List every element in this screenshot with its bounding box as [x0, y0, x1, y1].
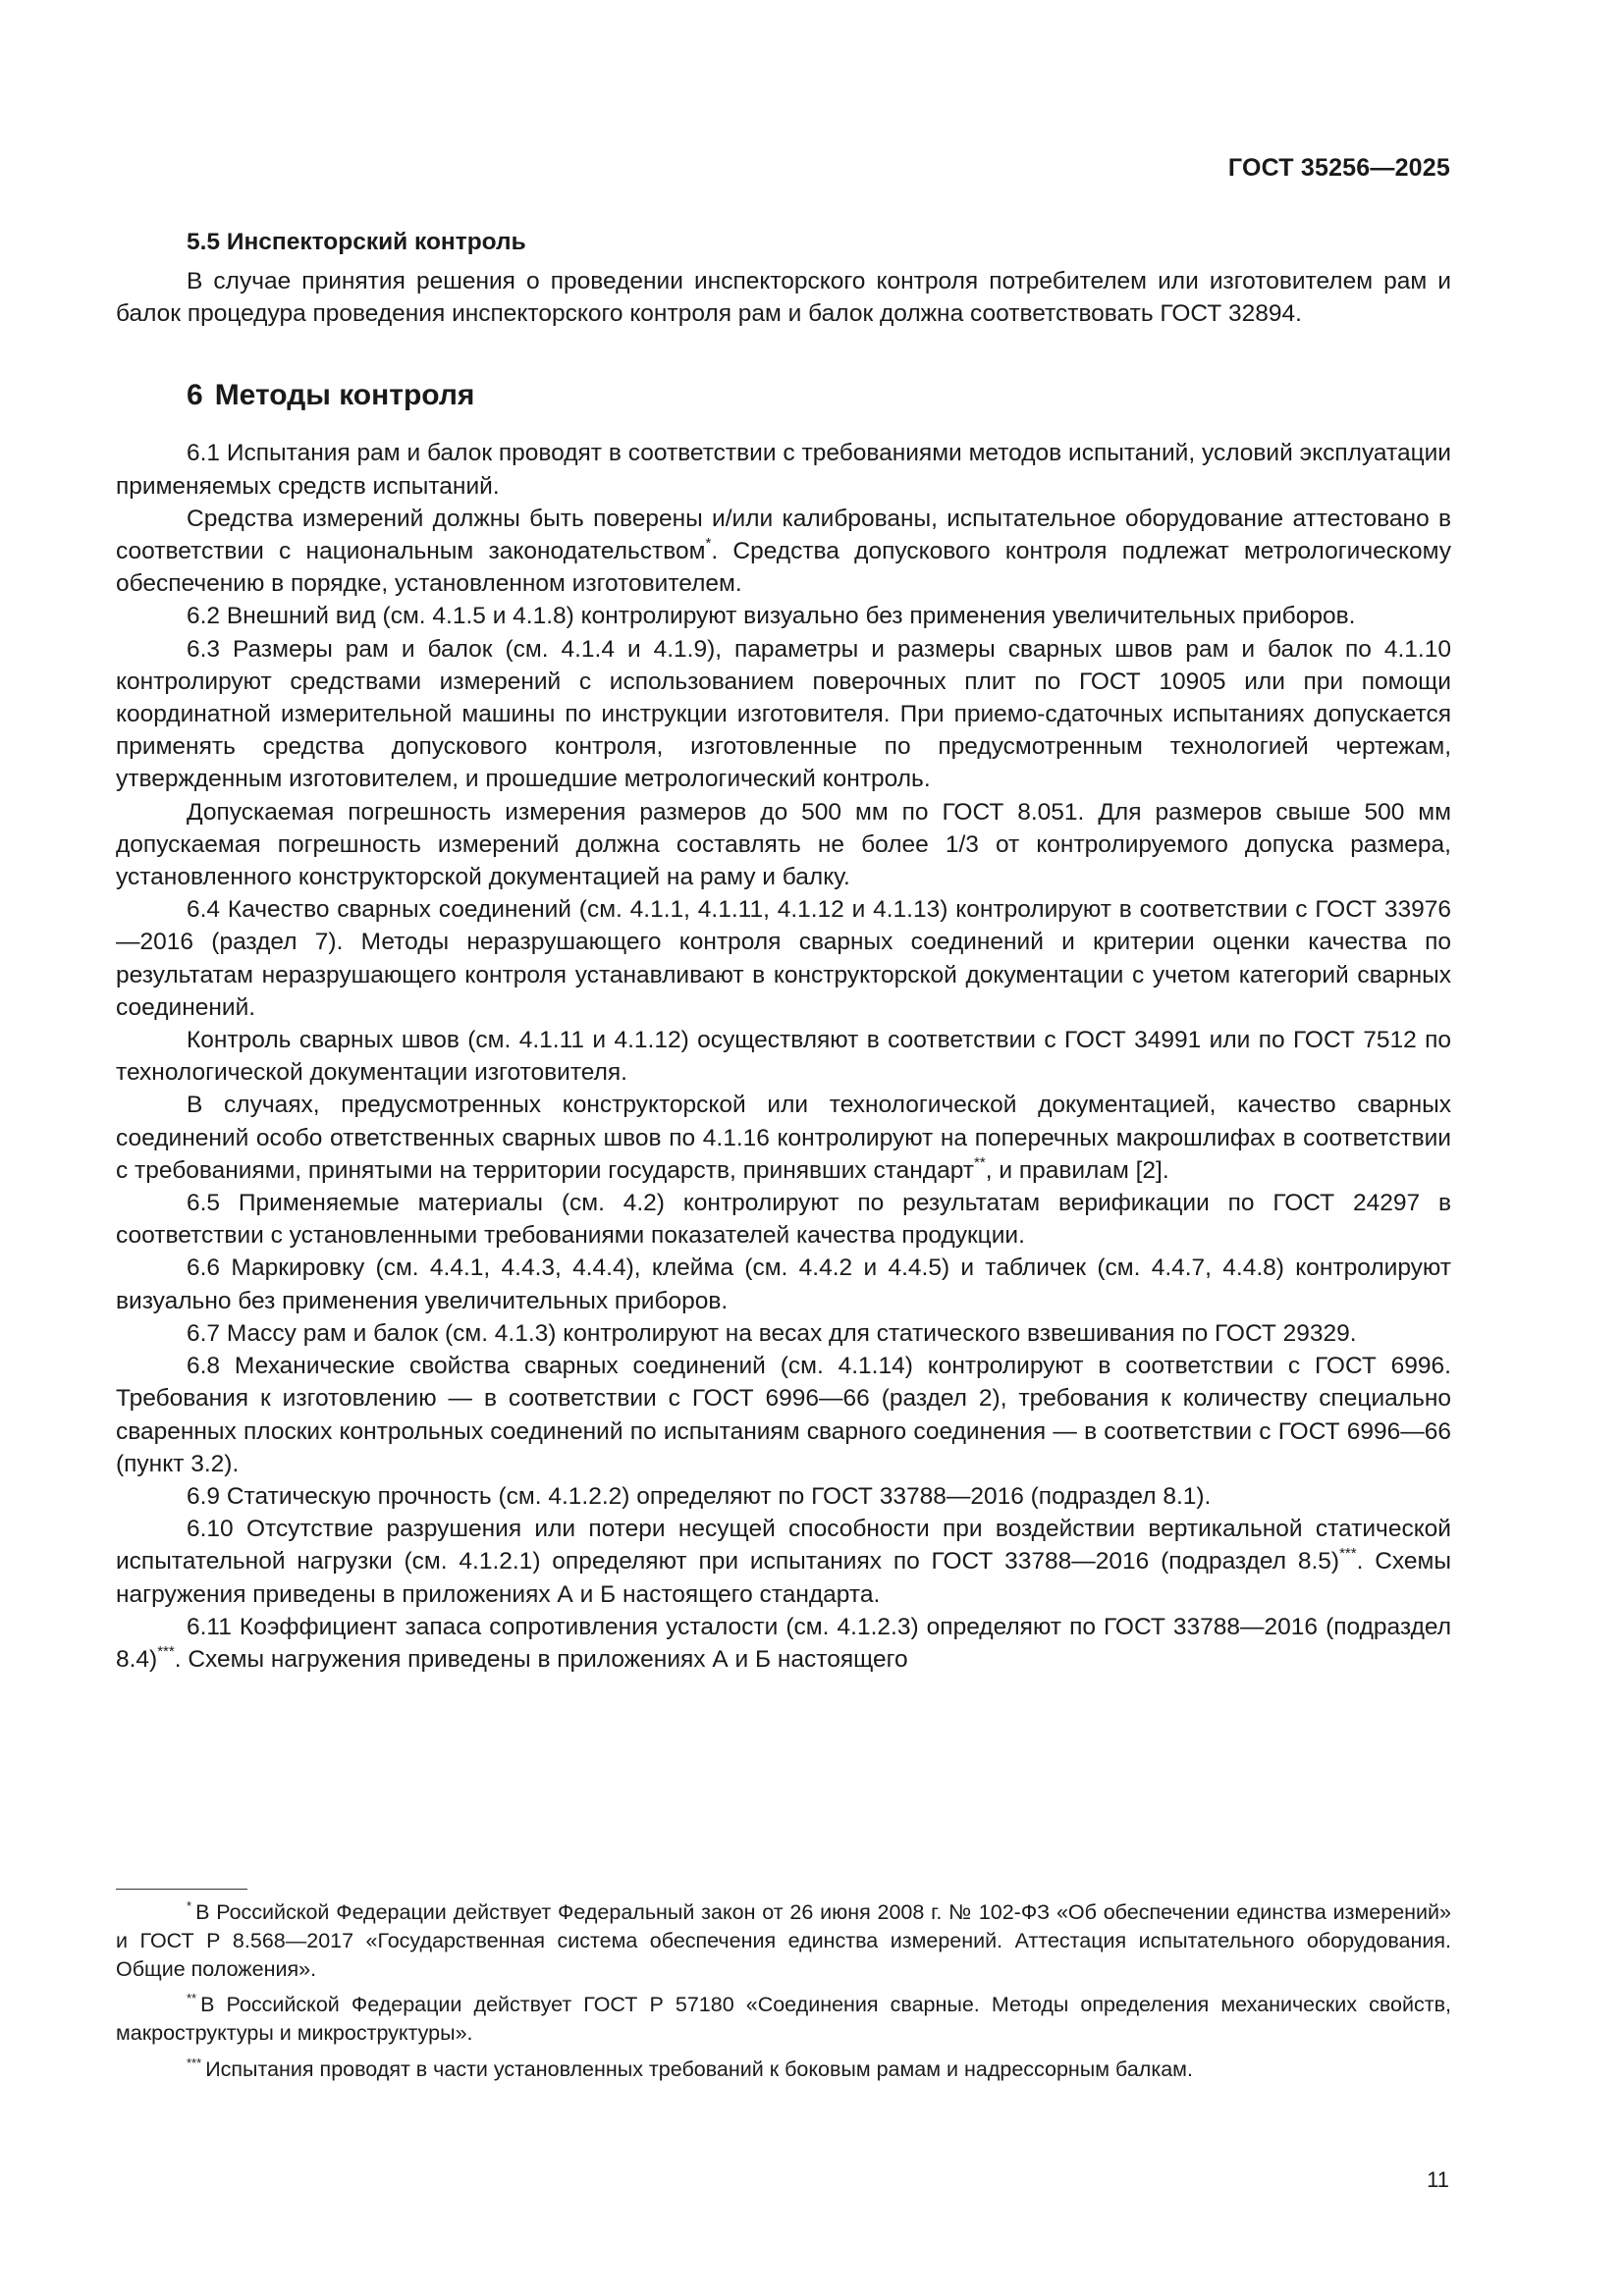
body-paragraph: 6.11 Коэффициент запаса сопротивления усталости (см. 4.1.2.3) определяют по ГОСТ 33788—2016 (подраздел 8.4)***. Схемы нагружения приведены в приложениях А и Б настоящего [116, 1613, 1451, 1673]
body-paragraph: 6.10 Отсутствие разрушения или потери несущей способности при воздействии вертикальной статической испытательной нагрузки (см. 4.1.2.1) определяют при испытаниях по ГОСТ 33788—2016 (подраздел 8.5)***. Схемы нагружения приведены в приложениях А и Б настоящего стандарта. [116, 1516, 1451, 1608]
body-paragraph: 6.3 Размеры рам и балок (см. 4.1.4 и 4.1.9), параметры и размеры сварных швов рам и балок по 4.1.10 контролируют средствами измерений с использованием поверочных плит по ГОСТ 10905 или при помощи координатной измерительной машины по инструкции изготовителя. При приемо-сдаточных испытаниях допускается применять средства допускового контроля, изготовленные по предусмотренным технологией чертежам, утвержденным изготовителем, и прошедшие метрологический контроль. [116, 635, 1451, 793]
footnote: ** В Российской Федерации действует ГОСТ Р 57180 «Соединения сварные. Методы определения механических свойств, макроструктуры и микроструктуры». [116, 1991, 1451, 2046]
footnote-separator [116, 1889, 247, 1890]
footnote: * В Российской Федерации действует Федеральный закон от 26 июня 2008 г. № 102-ФЗ «Об обеспечении единства измерений» и ГОСТ Р 8.568—2017 «Государственная система обеспечения единства измерений. Аттестация испытательного оборудования. Общие положения». [116, 1898, 1451, 1981]
subsection-heading: 5.5 Инспекторский контроль [187, 229, 526, 255]
body-paragraph: 6.1 Испытания рам и балок проводят в соответствии с требованиями методов испытаний, условий эксплуатации применяемых средств испытаний. [116, 440, 1451, 500]
footnotes [116, 1898, 1451, 2092]
body-paragraph: Средства измерений должны быть поверены и/или калиброваны, испытательное оборудование аттестовано в соответствии с национальным законодательством*. Средства допускового контроля подлежат метрологическому обеспечению в порядке, установленном изготовителем. [116, 505, 1451, 598]
page-number: 11 [1427, 2167, 1449, 2192]
footnote-mark: * [187, 1898, 192, 1913]
footnote-mark: ** [187, 1991, 197, 2006]
footnote-ref: *** [157, 1642, 175, 1660]
body-paragraph: 6.2 Внешний вид (см. 4.1.5 и 4.1.8) контролируют визуально без применения увеличительных приборов. [187, 603, 1356, 630]
body-paragraph: 6.4 Качество сварных соединений (см. 4.1.1, 4.1.11, 4.1.12 и 4.1.13) контролируют в соответствии с ГОСТ 33976—2016 (раздел 7). Методы неразрушающего контроля сварных соединений и критерии оценки качества по результатам неразрушающего контроля устанавливают в конструкторской документации с учетом категорий сварных соединений. [116, 896, 1451, 1021]
body-paragraph: Контроль сварных швов (см. 4.1.11 и 4.1.12) осуществляют в соответствии с ГОСТ 34991 или по ГОСТ 7512 по технологической документации изготовителя. [116, 1027, 1451, 1087]
page-body [116, 226, 1451, 1676]
section-heading [187, 376, 1451, 415]
body-paragraph: 6.6 Маркировку (см. 4.4.1, 4.4.3, 4.4.4), клейма (см. 4.4.2 и 4.4.5) и табличек (см. 4.4.7, 4.4.8) контролируют визуально без применения увеличительных приборов. [116, 1255, 1451, 1314]
footnote-mark: *** [187, 2055, 202, 2070]
footnote-ref: ** [974, 1153, 986, 1171]
body-paragraph: В случае принятия решения о проведении инспекторского контроля потребителем или изготовителем рам и балок процедура проведения инспекторского контроля рам и балок должна соответствовать ГОСТ 32894. [116, 268, 1451, 328]
body-paragraph: 6.8 Механические свойства сварных соединений (см. 4.1.14) контролируют в соответствии с ГОСТ 6996. Требования к изготовлению — в соответствии с ГОСТ 6996—66 (раздел 2), требования к количеству специально сваренных плоских контрольных соединений по испытаниям сварного соединения — в соответствии с ГОСТ 6996—66 (пункт 3.2). [116, 1353, 1451, 1477]
section-title: Методы контроля [214, 379, 475, 412]
body-paragraph: 6.5 Применяемые материалы (см. 4.2) контролируют по результатам верификации по ГОСТ 24297 в соответствии с установленными требованиями показателей качества продукции. [116, 1190, 1451, 1250]
footnote-ref: * [705, 535, 712, 553]
footnote-ref: *** [1339, 1545, 1357, 1563]
body-paragraph: 6.9 Статическую прочность (см. 4.1.2.2) определяют по ГОСТ 33788—2016 (подраздел 8.1). [187, 1482, 1212, 1510]
body-paragraph: Допускаемая погрешность измерения размеров до 500 мм по ГОСТ 8.051. Для размеров свыше 500 мм допускаемая погрешность измерений должна составлять не более 1/3 от контролируемого допуска размера, установленного конструкторской документацией на раму и балку. [116, 798, 1451, 891]
footnote: *** Испытания проводят в части установленных требований к боковым рамам и надрессорным балкам. [187, 2055, 1193, 2081]
body-paragraph: 6.7 Массу рам и балок (см. 4.1.3) контролируют на весах для статического взвешивания по ГОСТ 29329. [187, 1319, 1357, 1347]
running-header: ГОСТ 35256—2025 [1227, 154, 1450, 182]
section-number: 6 [187, 379, 203, 412]
body-paragraph: В случаях, предусмотренных конструкторской или технологической документацией, качество сварных соединений особо ответственных сварных швов по 4.1.16 контролируют на поперечных макрошлифах в соответствии с требованиями, принятыми на территории государств, принявших стандарт**, и правилам [2]. [116, 1092, 1451, 1184]
